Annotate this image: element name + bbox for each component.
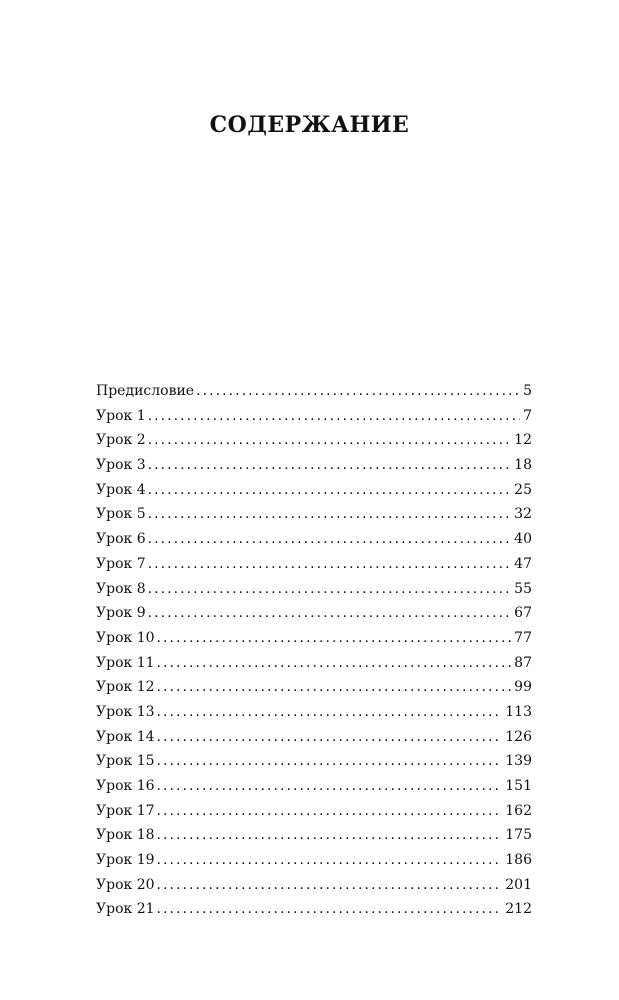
toc-dot-leader [157, 774, 503, 799]
toc-entry-label: Урок 5 [96, 506, 146, 523]
toc-entry-label: Урок 16 [96, 778, 155, 794]
toc-dot-leader [148, 428, 512, 453]
toc-entry-lesson-19[interactable] [96, 848, 532, 873]
toc-page-number: 18 [514, 457, 532, 474]
toc-page-number: 151 [505, 778, 532, 794]
toc-entry-label: Урок 8 [96, 580, 146, 597]
toc-dot-leader [148, 502, 512, 527]
toc-entry-lesson-9[interactable] [96, 601, 532, 626]
toc-entry-label: Урок 15 [96, 753, 155, 770]
toc-entry-lesson-13[interactable] [96, 700, 532, 725]
toc-dot-leader [148, 453, 512, 478]
page-title: СОДЕРЖАНИЕ [209, 112, 410, 138]
toc-page-number: 7 [523, 407, 532, 424]
toc-entry-label: Урок 17 [96, 802, 155, 819]
toc-dot-leader [157, 799, 503, 824]
toc-page-number: 186 [505, 852, 532, 869]
toc-page-number: 55 [514, 580, 532, 597]
toc-dot-leader [157, 626, 512, 651]
toc-entry-lesson-11[interactable] [96, 651, 532, 676]
toc-page-number: 5 [523, 383, 532, 399]
toc-page-number: 32 [514, 506, 532, 523]
toc-entry-preface[interactable] [96, 379, 532, 404]
toc-page-number: 126 [505, 728, 532, 745]
toc-dot-leader [157, 749, 503, 774]
toc-entry-lesson-6[interactable] [96, 527, 532, 552]
toc-entry-lesson-16[interactable] [96, 774, 532, 799]
toc-entry-label: Урок 18 [96, 827, 155, 844]
toc-entry-lesson-21[interactable] [96, 897, 532, 922]
toc-page-number: 139 [505, 753, 532, 770]
toc-entry-label: Урок 14 [96, 728, 155, 745]
toc-entry-label: Урок 7 [96, 555, 146, 572]
toc-entry-label: Урок 4 [96, 481, 146, 498]
toc-dot-leader [157, 725, 503, 750]
toc-entry-lesson-15[interactable] [96, 749, 532, 774]
toc-entry-lesson-8[interactable] [96, 577, 532, 602]
toc-entry-label: Урок 12 [96, 679, 155, 696]
toc-dot-leader [148, 577, 512, 602]
toc-entry-lesson-1[interactable] [96, 404, 532, 429]
toc-dot-leader [148, 552, 512, 577]
toc-page-number: 47 [514, 555, 532, 572]
toc-page-number: 201 [505, 876, 532, 893]
toc-dot-leader [148, 601, 512, 626]
toc-entry-label: Урок 19 [96, 852, 155, 869]
toc-page-number: 99 [514, 679, 532, 696]
toc-entry-label: Урок 6 [96, 531, 146, 548]
toc-entry-lesson-5[interactable] [96, 502, 532, 527]
toc-entry-label: Урок 11 [96, 654, 155, 671]
toc-dot-leader [148, 527, 512, 552]
toc-entry-lesson-3[interactable] [96, 453, 532, 478]
toc-entry-lesson-2[interactable] [96, 428, 532, 453]
toc-entry-label: Урок 21 [96, 901, 155, 918]
toc-entry-label: Урок 3 [96, 457, 146, 474]
toc-page-number: 67 [514, 605, 532, 622]
toc-entry-lesson-14[interactable] [96, 725, 532, 750]
toc-page-number: 25 [514, 481, 532, 498]
table-of-contents [96, 379, 532, 922]
toc-page-number: 175 [505, 827, 532, 844]
toc-dot-leader [157, 873, 503, 898]
toc-entry-lesson-20[interactable] [96, 873, 532, 898]
toc-entry-label: Урок 13 [96, 703, 155, 720]
toc-entry-lesson-17[interactable] [96, 799, 532, 824]
toc-page-number: 212 [505, 901, 532, 918]
toc-entry-label: Урок 9 [96, 605, 146, 622]
toc-entry-label: Предисловие [96, 383, 195, 399]
toc-dot-leader [157, 675, 512, 700]
toc-entry-lesson-4[interactable] [96, 478, 532, 503]
toc-entry-lesson-7[interactable] [96, 552, 532, 577]
toc-dot-leader [148, 404, 520, 429]
toc-entry-lesson-12[interactable] [96, 675, 532, 700]
toc-dot-leader [196, 379, 520, 404]
toc-entry-lesson-10[interactable] [96, 626, 532, 651]
toc-page-number: 12 [514, 432, 532, 449]
toc-dot-leader [157, 897, 503, 922]
toc-dot-leader [157, 700, 503, 725]
toc-entry-label: Урок 10 [96, 629, 155, 646]
toc-page-number: 113 [505, 703, 532, 720]
toc-entry-label: Урок 20 [96, 876, 155, 893]
toc-page-number: 162 [505, 802, 532, 819]
toc-dot-leader [157, 651, 512, 676]
toc-dot-leader [157, 823, 503, 848]
toc-page-number: 40 [514, 531, 532, 548]
toc-dot-leader [148, 478, 512, 503]
toc-page-number: 77 [514, 629, 532, 646]
toc-entry-label: Урок 2 [96, 432, 146, 449]
toc-dot-leader [157, 848, 503, 873]
toc-entry-label: Урок 1 [96, 407, 146, 424]
toc-entry-lesson-18[interactable] [96, 823, 532, 848]
toc-page-number: 87 [514, 654, 532, 671]
